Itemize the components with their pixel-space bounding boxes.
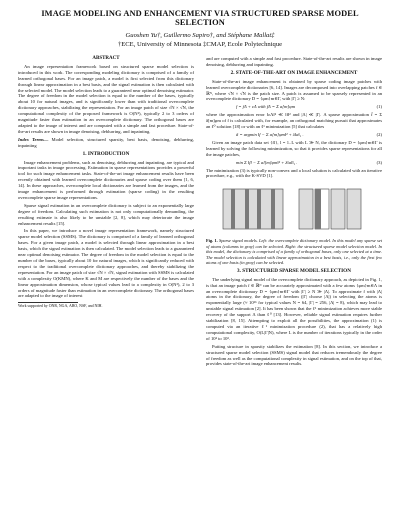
footnote-rule — [18, 302, 78, 303]
index-terms-text: Model selection, structured sparsity, best basis, denoising, deblurring, inpainting — [18, 136, 194, 148]
section-heading-state-of-the-art: 2. STATE-OF-THE-ART ON IMAGE ENHANCEMENT — [230, 69, 358, 76]
intro-continuation: and are computed with a simple and fast procedure. State-of-the-art results are shown in image denoising, deblurring and inpainting. — [206, 56, 382, 67]
ssms-paragraph-2: Putting structure in sparsity stabilizes the estimation [8]. In this section, we introduce a structured sparse model selection (SSMS) signal model that reduces tremendously the degree of freedom as well as the computational complexity in signal estimation, and on the top of that, provides state-of-the-art image enhancement results. — [206, 343, 382, 367]
selected-atom-column — [245, 189, 249, 229]
sota-paragraph-3: Given an image patch data set {fl}, l = 1..L with L ≫ N, the dictionary D = {φm}m∈Γ is learned by solving the following minimization, so that it provides sparse representations for all the image patches, — [206, 139, 382, 157]
orthogonal-basis-block — [347, 189, 361, 229]
orthogonal-basis-block — [299, 189, 313, 229]
equation-3 — [206, 160, 382, 166]
selected-basis-atoms — [315, 189, 321, 229]
equation-2 — [206, 132, 382, 138]
sota-paragraph-1: State-of-the-art image enhancement is obtained by sparse coding image patches with learned overcomplete dictionaries [6, 14]. Images are decomposed into overlapping patches f ∈ ℝᴺ, where √N × √N is the patch size. A patch is assumed to be sparsely represented in an overcomplete dictionary D = {φm}m∈Γ, with |Γ| ≥ N: — [206, 78, 382, 102]
intro-paragraph-3: In this paper, we introduce a novel image representation framework, namely structured sparse model selection (SSMS). The dictionary is comprised of a family of learned orthogonal bases. For a given image patch, a model is selected through linear approximation in a best basis, which the signal estimation is then calculated. The model selection leads to a guaranteed near optimal denoising estimator. The degree of freedom in the model selection is equal to the number of the bases, typically about 10 for natural images, which is significantly reduced with respect to the traditional overcomplete dictionary approaches, and thereby stabilizing the representation. For an image patch of size √N × √N, signal estimation with SSMS is calculated with a complexity O(KMN), where K and M are respectively the number of the bases and the linear approximation dimension, whose typical values lead to a complexity in O(N²), 2 to 3 orders of magnitude faster than estimation in an overcomplete dictionary. The orthogonal bases are adapted to the image of interest — [18, 228, 194, 299]
figure-1-caption — [206, 238, 382, 266]
paper-affiliations: †ECE, University of Minnesota ‡CMAP, Ecole Polytechnique — [117, 41, 283, 48]
sota-paragraph-4: The minimization (3) is typically non-convex and a local solution is calculated with an iterative procedure, e.g., with the K-SVD [1]. — [206, 167, 382, 179]
figure-1 — [219, 183, 369, 235]
ssms-paragraph-1: The underlying signal model of the overcomplete dictionary approach, as depicted in Fig. 1, is that an image patch f ∈ ℝᴺ can be accurately approximated with a few atoms {φm}m∈Λ in an overcomplete dictionary D = {φm}m∈Γ with |Γ| ≥ N ≫ |Λ|. To approximate f with |Λ| atoms in the dictionary, the degree of freedom (|Γ| choose |Λ|) in selecting the atoms is exponentially large (≈ 10¹⁶ for typical values N = 64, |Γ| = 256, |Λ| = 8), which may lead to unstable signal estimation [2]. It has been shown that the ℓ¹ minimization achieves more stable recovery of the support Λ than ℓ⁰ [13]. However, reliable signal estimation requires further stabilization [8, 15]. Attempting to exploit all the possibilities, the approximation (1) is computed via an iterative ℓ¹ minimization procedure (2), that has a relatively high computational complexity, O(L|Γ|N), where L is the number of iterations typically in the order of 10² to 10³. — [206, 276, 382, 341]
footnote: Work supported by ONR, NGA, ARO, NSF, and NIH. — [18, 304, 103, 309]
section-heading-ssms: 3. STRUCTURED SPARSE MODEL SELECTION — [237, 267, 351, 274]
paper-authors: Guoshen Yu†, Guillermo Sapiro†, and Stéphane Mallat‡ — [125, 32, 275, 39]
equation-2-number: (2) — [376, 131, 382, 137]
figure-1-graphic — [219, 183, 369, 235]
selected-atom-column — [257, 189, 261, 229]
equation-1 — [206, 104, 382, 110]
equation-3-number: (3) — [376, 159, 382, 165]
section-heading-introduction: 1. INTRODUCTION — [82, 150, 130, 157]
equation-1-number: (1) — [376, 104, 382, 110]
figure-1-caption-label: Fig. 1. — [206, 238, 218, 244]
intro-paragraph-2: Sparse signal estimation in an overcomplete dictionary is subject to an exponentially large degree of freedom. Calculating such estimation is not only computationally demanding, the resulting estimate is also likely to be unstable [2, 8], which may deteriorate the image enhancement results [15]. — [18, 202, 194, 226]
sota-paragraph-2: where the approximation error ‖εΛ‖² ≪ ‖f‖² and |Λ| ≪ |Γ|. A sparse approximation f̃ = Σ ã[m]φm of f is calculated with, for example, an orthogonal matching pursuit that approximates an ℓ⁰ solution [18] or with an ℓ¹ minimization [5] that calculates — [206, 112, 382, 130]
two-column-body — [18, 56, 382, 369]
orthogonal-basis-block — [331, 189, 345, 229]
equation-1-body: f = fΛ + εΛ with fΛ = Σ a[m]φm — [236, 104, 296, 110]
selected-atom-column — [271, 189, 275, 229]
index-terms — [18, 137, 194, 149]
figure-1-caption-text: Sparse signal models. Left: the overcomplete dictionary model. In this model any sparse set of atoms (columns in gray) can be selected. Right: the structured sparse model selection model. In this model, the dictionary is comprised of a family of orthogonal bases, only one selected at a time. The model selection is calculated with linear approximation in a best basis, i.e., only the first few atoms of one basis (in gray) can be selected. — [206, 238, 382, 266]
abstract-heading: ABSTRACT — [92, 56, 120, 61]
left-column — [18, 56, 194, 369]
abstract-text: An image representation framework based on structured sparse model selection is introduced in this work. The corresponding modeling dictionary is comprised of a family of learned orthogonal bases. For an image patch, a model is first selected from this dictionary through linear approximation in a best basis, and the signal estimation is then calculated with the selected model. The model selection leads to a guaranteed near optimal denoising estimator. The degree of freedom in the model selection is equal to the number of the bases, typically about 10 for natural images, and is significantly lower than with traditional overcomplete dictionary approaches, stabilizing the representation. For an image patch of size √N × √N, the computational complexity of the proposed framework is O(N²), typically 2 to 3 orders of magnitude faster than estimation in an overcomplete dictionary. The orthogonal bases are adapted to the image of interest and are computed with a simple and fast procedure. State-of-the-art results are shown in image denoising, deblurring, and inpainting. — [18, 63, 194, 134]
equation-2-body: ã = argmin ‖f − Σ a[m]φm‖² + λ‖a‖₁ . — [236, 131, 304, 137]
paper-title: IMAGE MODELING AND ENHANCEMENT VIA STRUCTURED SPARSE MODEL SELECTION — [41, 9, 359, 27]
right-column — [206, 56, 382, 369]
index-terms-label: Index Terms— — [18, 136, 49, 142]
equation-3-body: min Σ ‖fl − Σ al[m]φm‖² + λ‖al‖₁ . — [236, 159, 298, 165]
intro-paragraph-1: Image enhancement problems, such as denoising, deblurring and inpainting, are typical and important tasks in image processing. Estimation in sparse representations provides a powerful tool for such image enhancement tasks. State-of-the-art image enhancement results have been recently obtained with learned overcomplete dictionaries and sparse coding over them [1, 6, 14]. In these approaches, overcomplete local dictionaries are learned from the images, and the image enhancement is performed through estimation (sparse coding) in the resulting overcomplete sparse image representations. — [18, 159, 194, 200]
selected-atom-column — [231, 189, 235, 229]
